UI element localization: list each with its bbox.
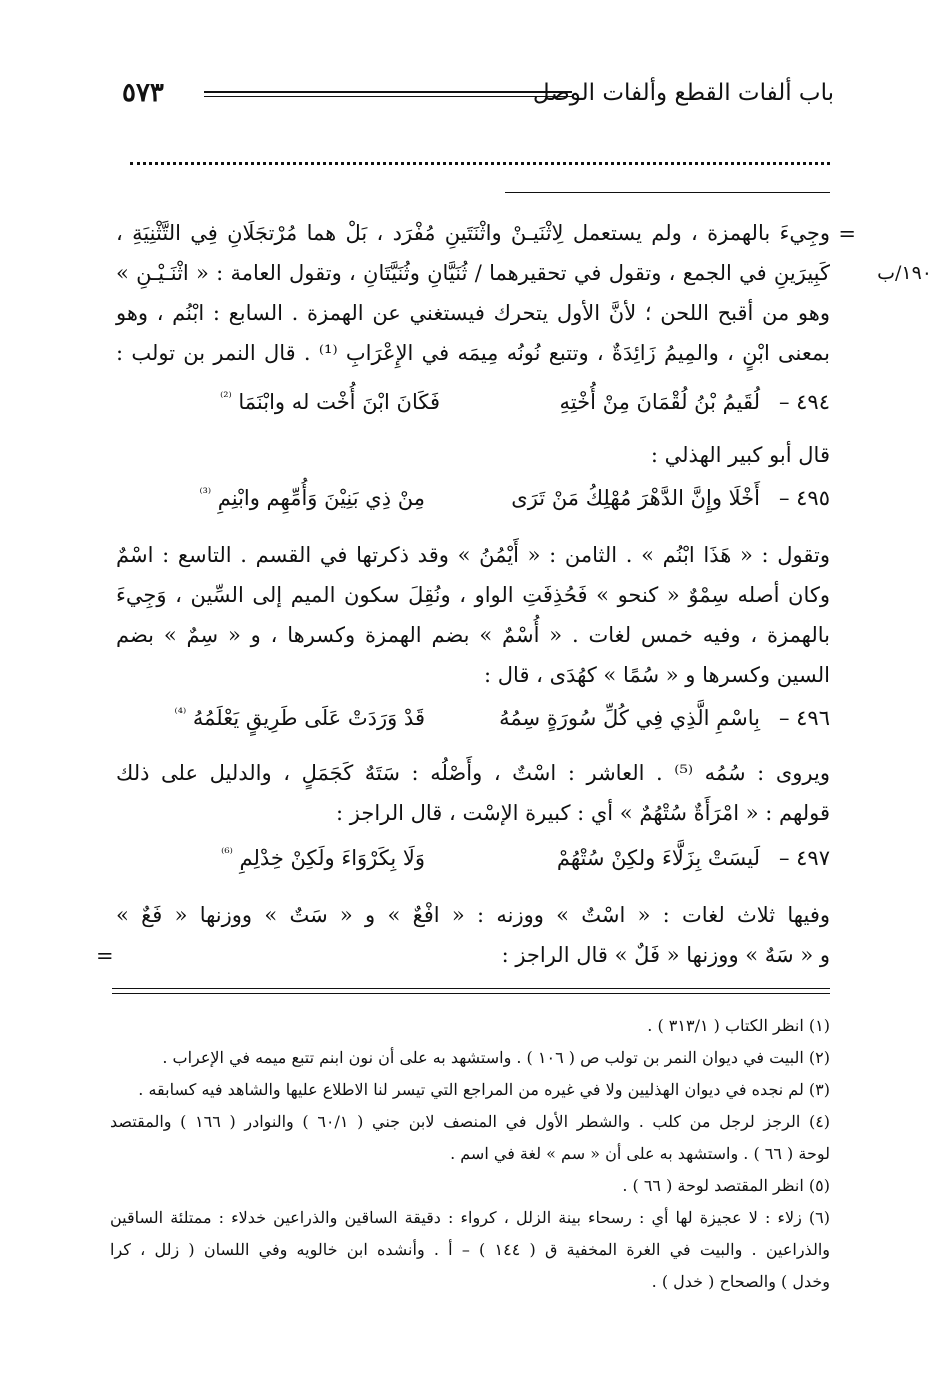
verse-number: ٤٩٤ –	[778, 390, 830, 414]
verse-hemistich-2: قَدْ وَرَدَتْ عَلَى طَرِيقٍ يَعْلَمُهُ $^{^{(4)}}$	[174, 706, 425, 730]
text-line-6: وكان أصله سِمْوٌ « كنحو » فَحُذِفَتِ الواو ، ونُقِلَ سكون الميم إلى السِّين ، وَجِيءَ	[116, 583, 830, 607]
footnote-ref: ⁽⁴⁾	[174, 706, 187, 721]
continuation-mark: =	[838, 222, 856, 246]
text-line-8: السين وكسرها و « سُمًا » كهُدَى ، قال :	[484, 663, 830, 687]
header-rule	[204, 91, 572, 97]
verse-495	[116, 486, 830, 518]
text-line-2: كَبِيرَينِ في الجمع ، وتقول في تحقيرهما / ثُنَيَّانِ وثُنَيَّتَانِ ، وتقول العامة : « اثْنَـيْـنِ »	[116, 261, 830, 285]
footnote-1: (١) انظر الكتاب ( ٣١٣/١ ) .	[647, 1016, 830, 1035]
footnote-2: (٢) البيت في ديوان النمر بن تولب ص ( ١٠٦ ) . واستشهد به على أن نون ابنم تتبع ميمه في الإعراب .	[162, 1048, 830, 1067]
footnote-4: (٤) الرجز لرجل من كلب . والشطر الأول في المنصف لابن جني ( ٦٠/١ ) والنوادر ( ١٦٦ ) والمقتصد	[110, 1112, 831, 1131]
text-line-11: وفيها ثلاث لغات : « اسْتٌ » ووزنه : « افْعٌ » و « سَتٌ » ووزنها « فَعٌ »	[116, 903, 830, 927]
text-line-10: قولهم : « امْرَأَةٌ سُتْهُمٌ » أي : كبيرة الإسْت ، قال الراجز :	[336, 801, 830, 825]
verse-hemistich-1: بِاسْمِ الَّذِي فِي كُلِّ سُورَةٍ سِمُهُ	[499, 706, 760, 730]
text-line-9: ويروى : سُمُه ⁽⁵⁾ . العاشر : اسْتٌ ، وأَصْلُه : سَتَهٌ كَجَمَلٍ ، والدليل على ذلك	[116, 761, 830, 785]
footnote-5: (٥) انظر المقتصد لوحة ( ٦٦ ) .	[622, 1176, 830, 1195]
footnote-rule-double	[112, 993, 830, 994]
verse-hemistich-2: مِنْ ذِي بَنِيْنَ وَأُمِّهِم وابْنِمِ $^{^{(3)}}$	[199, 486, 425, 510]
verse-number: ٤٩٦ –	[778, 706, 830, 730]
text-line-12: و « سَهٌ » ووزنها « فَلٌ » قال الراجز :	[501, 943, 830, 967]
footnote-ref: ⁽²⁾	[220, 390, 232, 405]
footnote-6-end: وخدل ) والصحاح ( خدل ) .	[651, 1272, 830, 1291]
text-line-7: بالهمزة ، وفيه خمس لغات . « أُسْمٌ » بضم الهمزة وكسرها ، و « سِمٌ » بضم	[116, 623, 830, 647]
footnote-3: (٣) لم نجده في ديوان الهذليين ولا في غيره من المراجع التي تيسر لنا الاطلاع عليها والشاهد فيه كسابقه .	[138, 1080, 830, 1099]
running-header	[122, 78, 834, 118]
verse-hemistich-1: أَخْلَا وإِنَّ الدَّهْرَ مُهْلِكُ مَنْ تَرَى	[511, 486, 760, 510]
footnote-rule	[112, 988, 830, 989]
verse-496	[116, 706, 830, 738]
verse-intro-495: قال أبو كبير الهذلي :	[650, 443, 830, 467]
section-rule	[505, 192, 830, 193]
verse-hemistich-2: فَكَانَ ابْنَ أُخْت له وابْنَمَا $^{^{(2)}}$	[220, 390, 440, 414]
end-continuation-mark: =	[96, 944, 114, 968]
dotted-separator	[130, 150, 830, 165]
text-line-4: بمعنى ابْنٍ ، والمِيمُ زَائِدَةٌ ، وتتبع نُونُه مِيمَه في الإِعْرَابِ ⁽¹⁾ . قال النمر بن تولب :	[116, 341, 830, 365]
page-number: ٥٧٣	[122, 78, 164, 108]
verse-494	[116, 390, 830, 422]
verse-497	[116, 846, 830, 878]
verse-number: ٤٩٥ –	[778, 486, 830, 510]
verse-hemistich-1: لَيسَتْ بِزَلَّاءَ ولكِنْ سُتْهُمْ	[556, 846, 760, 870]
footnote-ref: ⁽⁶⁾	[221, 846, 233, 861]
footnote-4-cont: لوحة ( ٦٦ ) . واستشهد به على أن « سم » لغة في اسم .	[450, 1144, 830, 1163]
verse-hemistich-2: وَلَا بِكَرْوَاءَ ولَكِنْ خِدْلِمِ $^{^{(6)}}$	[221, 846, 425, 870]
text-line-3: وهو من أقبح اللحن ؛ لأنَّ الأول يتحرك فيستغني عن الهمزة . السابع : ابْنُم ، وهو	[116, 301, 830, 325]
text-line-5: وتقول : « هَذَا ابْنُم » . الثامن : « أَيْمُنُ » وقد ذكرتها في القسم . التاسع : اسْمٌ	[116, 543, 830, 567]
footnote-6-cont: والذراعين . والبيت في الغرة المخفية ق ( ١٤٤ ) – أ . وأنشده ابن خالويه وفي اللسان ( زلل ، كرا	[110, 1240, 831, 1259]
verse-hemistich-1: لُقَيمُ بْنُ لُقْمَانَ مِنْ أُخْتِهِ	[559, 390, 760, 414]
folio-marker: ١٩٠/ب	[877, 262, 932, 284]
footnote-6: (٦) زلاء : لا عجيزة لها أي : رسحاء بينة الزلل ، كرواء : دقيقة الساقين والذراعين خدلاء : ممتلئة الساقين	[110, 1208, 830, 1227]
chapter-title: باب ألفات القطع وألفات الوصل	[532, 80, 834, 106]
verse-number: ٤٩٧ –	[778, 846, 830, 870]
text-line-1: وجِيءَ بالهمزة ، ولم يستعمل لِاثْنَيـنْ واثْنَتَينِ مُفْرَد ، بَلْ هما مُرْتجَلَانِ فِي التَّثْنِيَةِ ،	[116, 221, 830, 245]
footnote-ref: ⁽³⁾	[199, 486, 212, 501]
